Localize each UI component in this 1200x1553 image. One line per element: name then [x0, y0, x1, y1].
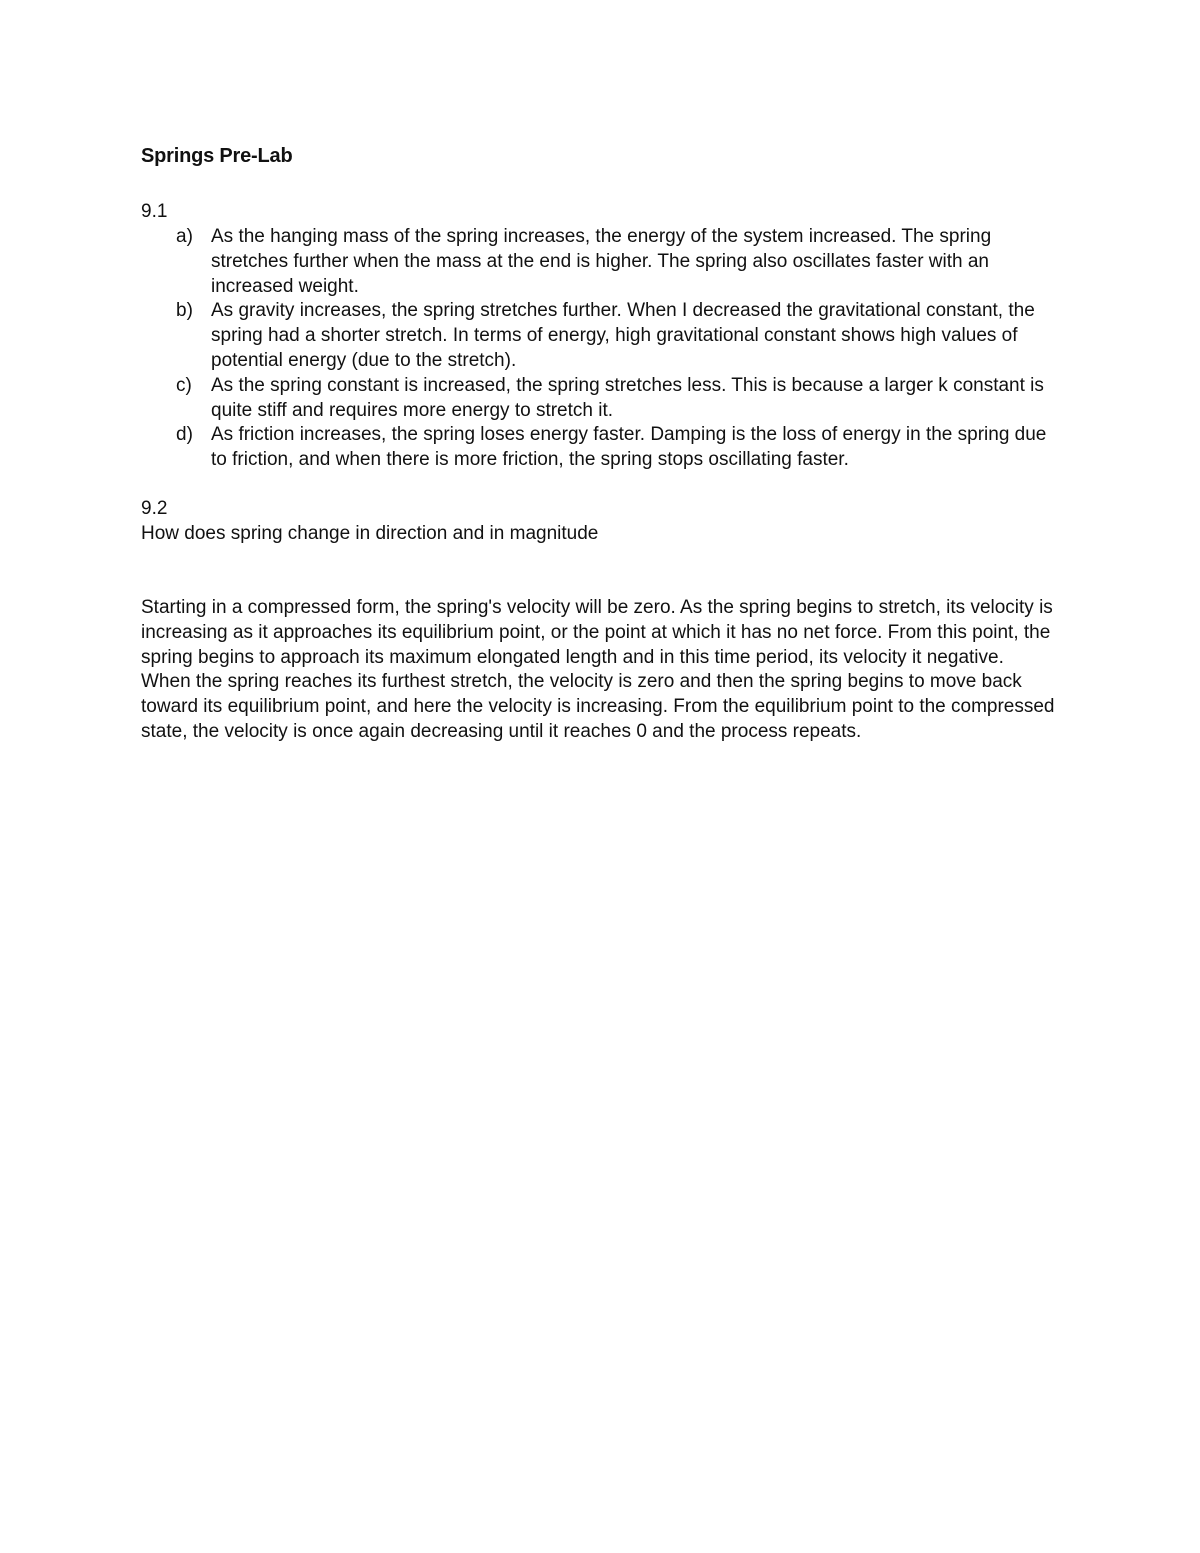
list-item: [141, 225, 1061, 299]
section-label-9-1: 9.1: [141, 201, 168, 222]
list-marker: b): [176, 300, 193, 322]
section-question: How does spring change in direction and in magnitude: [141, 523, 599, 544]
answer-paragraph: Starting in a compressed form, the spring's velocity will be zero. As the spring begins to stretch, its velocity is increasing as it approaches its equilibrium point, or the point at which it has no net force. From this point, the spring begins to approach its maximum elongated length and in this time period, its velocity it negative. When the spring reaches its furthest stretch, the velocity is zero and then the spring begins to move back toward its equilibrium point, and here the velocity is increasing. From the equilibrium point to the compressed state, the velocity is once again decreasing until it reaches 0 and the process repeats.: [141, 597, 1055, 742]
answer-text: As friction increases, the spring loses energy faster. Damping is the loss of energy in the spring due to friction, and when there is more friction, the spring stops oscillating faster.: [211, 424, 1047, 471]
answer-text: As gravity increases, the spring stretches further. When I decreased the gravitational constant, the spring had a shorter stretch. In terms of energy, high gravitational constant shows high values of potential energy (due to the stretch).: [211, 300, 1035, 371]
list-item: [141, 374, 1061, 424]
list-marker: a): [176, 226, 193, 247]
list-item: [141, 423, 1061, 473]
answer-list: [141, 225, 1061, 473]
list-item: [141, 299, 1061, 373]
page-title: Springs Pre-Lab: [141, 145, 293, 167]
list-marker: d): [176, 424, 193, 446]
answer-text: As the spring constant is increased, the spring stretches less. This is because a larger k constant is quite stiff and requires more energy to stretch it.: [211, 374, 1044, 421]
section-label-9-2: 9.2: [141, 498, 168, 519]
list-marker: c): [176, 374, 192, 396]
answer-text: As the hanging mass of the spring increases, the energy of the system increased. The spring stretches further when the mass at the end is higher. The spring also oscillates faster with an increased weight.: [211, 226, 992, 297]
